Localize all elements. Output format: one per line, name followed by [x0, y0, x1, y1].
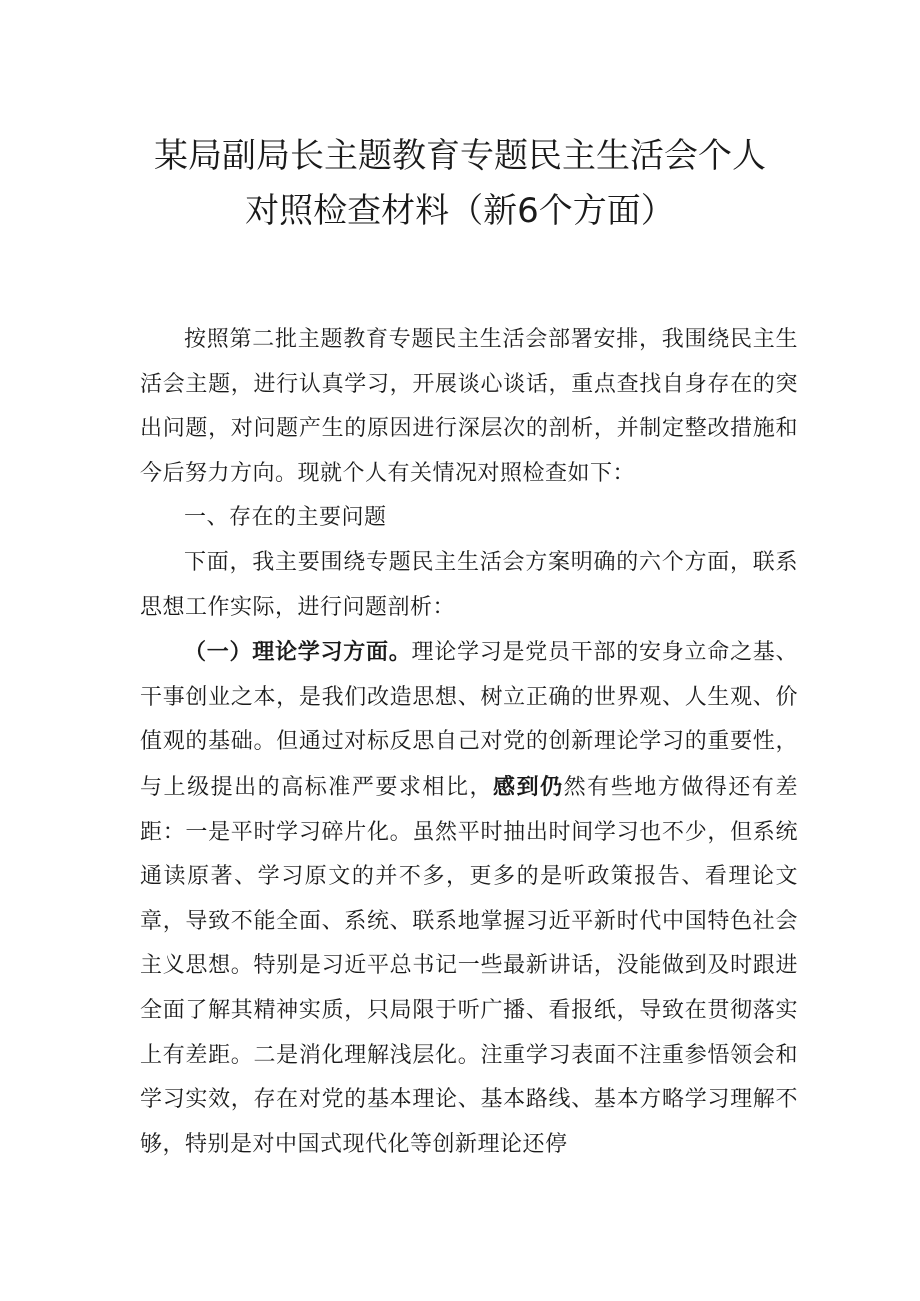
document-title-line2: 对照检查材料（新6个方面） [245, 191, 675, 231]
item1-text-b: 然有些地方做得还有差距：一是平时学习碎片化。虽然平时抽出时间学习也不少，但系统通读原著、学习原文的并不多，更多的是听政策报告、看理论文章，导致不能全面、系统、联系地掌握习近平新时代中国特色社会主义思想。特别是习近平总书记一些最新讲话，没能做到及时跟进全面了解其精神实质，只局限于听广播、看报纸，导致在贯彻落实上有差距。二是消化理解浅层化。注重学习表面不注重参悟领会和学习实效，存在对党的基本理论、基本路线、基本方略学习理解不够，特别是对中国式现代化等创新理论还停 [140, 774, 798, 1157]
document-body [140, 318, 798, 1167]
item1-label: （一）理论学习方面。 [184, 639, 412, 666]
document-title-line1: 某局副局长主题教育专题民主生活会个人 [154, 136, 766, 176]
section1-intro-paragraph: 下面，我主要围绕专题民主生活会方案明确的六个方面，联系思想工作实际，进行问题剖析： [140, 549, 798, 620]
section1-heading: 一、存在的主要问题 [184, 505, 387, 531]
item1-paragraph [140, 630, 798, 1167]
item1-bold-text: 感到仍 [493, 773, 564, 800]
intro-paragraph: 按照第二批主题教育专题民主生活会部署安排，我围绕民主生活会主题，进行认真学习，开展谈心谈话，重点查找自身存在的突出问题，对问题产生的原因进行深层次的剖析，并制定整改措施和今后努力方向。现就个人有关情况对照检查如下： [140, 327, 798, 486]
item1-text-a: 理论学习是党员干部的安身立命之基、干事创业之本，是我们改造思想、树立正确的世界观、人生观、价值观的基础。但通过对标反思自己对党的创新理论学习的重要性，与上级提出的高标准严要求相比， [140, 640, 798, 800]
